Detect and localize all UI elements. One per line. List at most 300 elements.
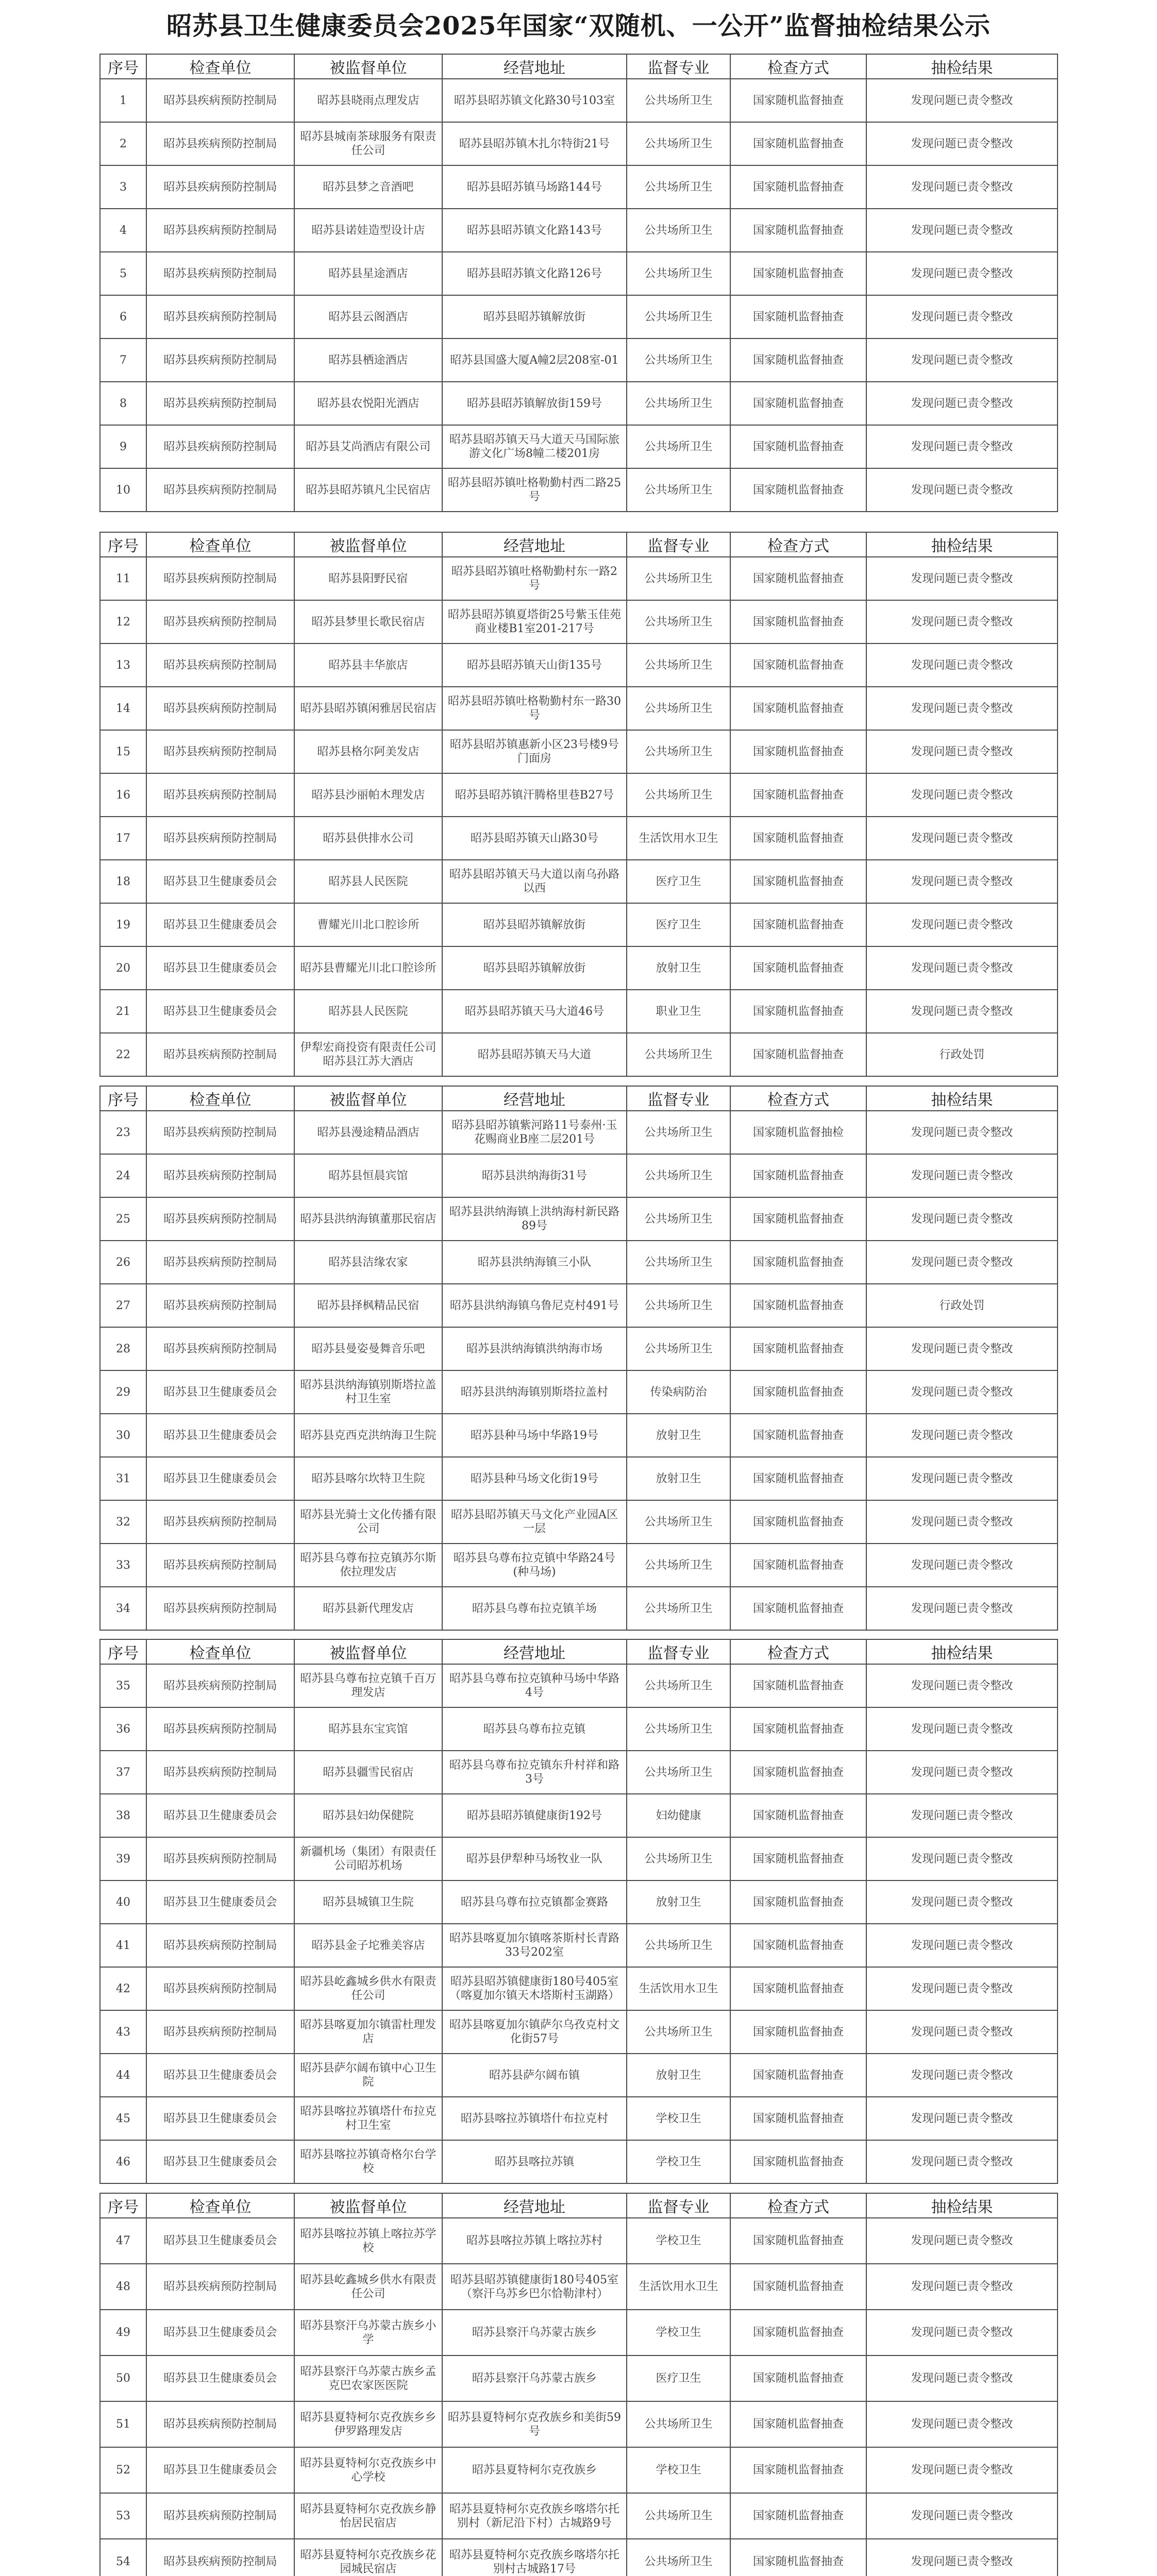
- column-header-inspecting-unit: 检查单位: [146, 1639, 294, 1664]
- cell-supervised-unit: 昭苏县金子坨雅美容店: [294, 1924, 442, 1967]
- table-row: [100, 990, 1058, 1033]
- cell-supervised-unit: 昭苏县星途酒店: [294, 252, 442, 295]
- column-header-supervision-specialty: 监督专业: [627, 54, 730, 79]
- cell-result: 发现问题已责令整改: [866, 1837, 1058, 1880]
- cell-supervised-unit: 昭苏县洪纳海镇董那民宿店: [294, 1197, 442, 1241]
- cell-result: 发现问题已责令整改: [866, 2264, 1058, 2310]
- cell-inspection-method: 国家随机监督抽查: [730, 773, 866, 817]
- cell-inspection-method: 国家随机监督抽查: [730, 1500, 866, 1544]
- cell-inspection-method: 国家随机监督抽查: [730, 252, 866, 295]
- column-header-inspection-method: 检查方式: [730, 2193, 866, 2218]
- column-header-seq: 序号: [100, 2193, 146, 2218]
- table-row: [100, 1154, 1058, 1197]
- cell-supervision-specialty: 学校卫生: [627, 2097, 730, 2140]
- cell-inspecting-unit: 昭苏县疾病预防控制局: [146, 1664, 294, 1707]
- cell-seq: 34: [100, 1587, 146, 1630]
- cell-business-address: 昭苏县洪纳海街31号: [442, 1154, 627, 1197]
- cell-business-address: 昭苏县昭苏镇文化路30号103室: [442, 79, 627, 122]
- cell-inspection-method: 国家随机监督抽查: [730, 687, 866, 730]
- cell-result: 发现问题已责令整改: [866, 1241, 1058, 1284]
- cell-supervised-unit: 昭苏县屹鑫城乡供水有限责任公司: [294, 1967, 442, 2010]
- column-header-inspecting-unit: 检查单位: [146, 54, 294, 79]
- column-header-business-address: 经营地址: [442, 54, 627, 79]
- cell-business-address: 昭苏县昭苏镇文化路143号: [442, 209, 627, 252]
- cell-supervised-unit: 昭苏县曼姿曼舞音乐吧: [294, 1327, 442, 1370]
- table-row: [100, 425, 1058, 468]
- cell-inspecting-unit: 昭苏县疾病预防控制局: [146, 79, 294, 122]
- cell-supervised-unit: 昭苏县洪纳海镇别斯塔拉盖村卫生室: [294, 1370, 442, 1414]
- cell-supervised-unit: 昭苏县择枫精品民宿: [294, 1284, 442, 1327]
- cell-seq: 18: [100, 860, 146, 903]
- cell-seq: 5: [100, 252, 146, 295]
- cell-inspecting-unit: 昭苏县卫生健康委员会: [146, 1880, 294, 1924]
- table-row: [100, 1751, 1058, 1794]
- cell-result: 发现问题已责令整改: [866, 600, 1058, 643]
- column-header-inspection-method: 检查方式: [730, 532, 866, 557]
- cell-inspection-method: 国家随机监督抽查: [730, 2493, 866, 2539]
- cell-seq: 27: [100, 1284, 146, 1327]
- cell-inspection-method: 国家随机监督抽查: [730, 600, 866, 643]
- cell-inspecting-unit: 昭苏县疾病预防控制局: [146, 295, 294, 338]
- cell-result: 发现问题已责令整改: [866, 338, 1058, 382]
- cell-supervision-specialty: 公共场所卫生: [627, 1284, 730, 1327]
- cell-seq: 6: [100, 295, 146, 338]
- cell-seq: 2: [100, 122, 146, 165]
- cell-inspection-method: 国家随机监督抽查: [730, 1197, 866, 1241]
- results-table: [99, 1086, 1058, 1631]
- cell-supervision-specialty: 放射卫生: [627, 1414, 730, 1457]
- cell-result: 发现问题已责令整改: [866, 165, 1058, 209]
- cell-supervision-specialty: 公共场所卫生: [627, 382, 730, 425]
- table-row: [100, 2493, 1058, 2539]
- cell-business-address: 昭苏县萨尔阔布镇: [442, 2054, 627, 2097]
- cell-supervision-specialty: 公共场所卫生: [627, 209, 730, 252]
- cell-seq: 32: [100, 1500, 146, 1544]
- cell-supervised-unit: 昭苏县察汗乌苏蒙古族乡小学: [294, 2310, 442, 2355]
- table-row: [100, 687, 1058, 730]
- column-header-result: 抽检结果: [866, 2193, 1058, 2218]
- cell-result: 发现问题已责令整改: [866, 860, 1058, 903]
- cell-inspecting-unit: 昭苏县疾病预防控制局: [146, 338, 294, 382]
- table-row: [100, 946, 1058, 990]
- cell-supervision-specialty: 学校卫生: [627, 2140, 730, 2183]
- cell-supervision-specialty: 传染病防治: [627, 1370, 730, 1414]
- cell-business-address: 昭苏县乌尊布拉克镇种马场中华路4号: [442, 1664, 627, 1707]
- cell-seq: 43: [100, 2010, 146, 2054]
- cell-supervision-specialty: 公共场所卫生: [627, 1707, 730, 1751]
- cell-inspecting-unit: 昭苏县疾病预防控制局: [146, 1241, 294, 1284]
- header-row: [100, 2193, 1058, 2218]
- cell-supervised-unit: 昭苏县农悦阳光酒店: [294, 382, 442, 425]
- table-row: [100, 1197, 1058, 1241]
- cell-supervised-unit: 昭苏县疆雪民宿店: [294, 1751, 442, 1794]
- cell-business-address: 昭苏县国盛大厦A幢2层208室-01: [442, 338, 627, 382]
- cell-result: 发现问题已责令整改: [866, 773, 1058, 817]
- cell-seq: 14: [100, 687, 146, 730]
- cell-business-address: 昭苏县昭苏镇解放街: [442, 903, 627, 946]
- column-header-inspecting-unit: 检查单位: [146, 1086, 294, 1111]
- cell-seq: 20: [100, 946, 146, 990]
- cell-seq: 35: [100, 1664, 146, 1707]
- cell-inspecting-unit: 昭苏县疾病预防控制局: [146, 1197, 294, 1241]
- cell-inspecting-unit: 昭苏县疾病预防控制局: [146, 687, 294, 730]
- cell-inspection-method: 国家随机监督抽查: [730, 1880, 866, 1924]
- column-header-inspecting-unit: 检查单位: [146, 532, 294, 557]
- cell-inspecting-unit: 昭苏县疾病预防控制局: [146, 1111, 294, 1154]
- cell-seq: 10: [100, 468, 146, 512]
- cell-seq: 33: [100, 1544, 146, 1587]
- cell-result: 发现问题已责令整改: [866, 1414, 1058, 1457]
- cell-inspecting-unit: 昭苏县疾病预防控制局: [146, 425, 294, 468]
- cell-seq: 40: [100, 1880, 146, 1924]
- cell-inspection-method: 国家随机监督抽查: [730, 1751, 866, 1794]
- table-row: [100, 860, 1058, 903]
- cell-business-address: 昭苏县喀拉苏镇: [442, 2140, 627, 2183]
- cell-supervised-unit: 昭苏县城南茶球服务有限责任公司: [294, 122, 442, 165]
- table-row: [100, 2539, 1058, 2576]
- header-row: [100, 1086, 1058, 1111]
- cell-seq: 9: [100, 425, 146, 468]
- cell-result: 发现问题已责令整改: [866, 1197, 1058, 1241]
- cell-result: 发现问题已责令整改: [866, 2010, 1058, 2054]
- cell-supervised-unit: 昭苏县阳野民宿: [294, 557, 442, 600]
- table-row: [100, 2447, 1058, 2493]
- cell-supervision-specialty: 妇幼健康: [627, 1794, 730, 1837]
- cell-business-address: 昭苏县察汗乌苏蒙古族乡: [442, 2355, 627, 2401]
- table-row: [100, 1544, 1058, 1587]
- cell-inspection-method: 国家随机监督抽查: [730, 1033, 866, 1076]
- cell-business-address: 昭苏县洪纳海镇乌鲁尼克村491号: [442, 1284, 627, 1327]
- cell-seq: 46: [100, 2140, 146, 2183]
- cell-supervised-unit: 昭苏县夏特柯尔克孜族乡中心学校: [294, 2447, 442, 2493]
- cell-result: 发现问题已责令整改: [866, 2310, 1058, 2355]
- cell-seq: 11: [100, 557, 146, 600]
- cell-business-address: 昭苏县昭苏镇解放街159号: [442, 382, 627, 425]
- cell-supervision-specialty: 生活饮用水卫生: [627, 2264, 730, 2310]
- cell-business-address: 昭苏县昭苏镇吐格勒勤村东一路2号: [442, 557, 627, 600]
- header-row: [100, 54, 1058, 79]
- cell-inspection-method: 国家随机监督抽查: [730, 2218, 866, 2264]
- cell-result: 发现问题已责令整改: [866, 122, 1058, 165]
- table-row: [100, 1707, 1058, 1751]
- cell-supervision-specialty: 医疗卫生: [627, 860, 730, 903]
- cell-result: 发现问题已责令整改: [866, 903, 1058, 946]
- cell-supervision-specialty: 生活饮用水卫生: [627, 1967, 730, 2010]
- column-header-business-address: 经营地址: [442, 2193, 627, 2218]
- cell-result: 发现问题已责令整改: [866, 1111, 1058, 1154]
- cell-supervision-specialty: 放射卫生: [627, 946, 730, 990]
- cell-supervision-specialty: 公共场所卫生: [627, 1197, 730, 1241]
- cell-supervision-specialty: 医疗卫生: [627, 903, 730, 946]
- cell-seq: 21: [100, 990, 146, 1033]
- cell-inspecting-unit: 昭苏县疾病预防控制局: [146, 2539, 294, 2576]
- cell-seq: 41: [100, 1924, 146, 1967]
- cell-business-address: 昭苏县乌尊布拉克镇羊场: [442, 1587, 627, 1630]
- table-row: [100, 2401, 1058, 2447]
- cell-supervision-specialty: 公共场所卫生: [627, 252, 730, 295]
- cell-supervision-specialty: 公共场所卫生: [627, 1837, 730, 1880]
- column-header-seq: 序号: [100, 532, 146, 557]
- cell-supervised-unit: 昭苏县漫途精品酒店: [294, 1111, 442, 1154]
- cell-seq: 49: [100, 2310, 146, 2355]
- cell-result: 发现问题已责令整改: [866, 1544, 1058, 1587]
- cell-inspecting-unit: 昭苏县疾病预防控制局: [146, 2264, 294, 2310]
- cell-seq: 50: [100, 2355, 146, 2401]
- cell-inspecting-unit: 昭苏县疾病预防控制局: [146, 1284, 294, 1327]
- cell-inspection-method: 国家随机监督抽查: [730, 2264, 866, 2310]
- cell-business-address: 昭苏县昭苏镇天马大道46号: [442, 990, 627, 1033]
- cell-supervision-specialty: 放射卫生: [627, 2054, 730, 2097]
- cell-business-address: 昭苏县喀拉苏镇塔什布拉克村: [442, 2097, 627, 2140]
- cell-inspection-method: 国家随机监督抽查: [730, 1794, 866, 1837]
- cell-result: 行政处罚: [866, 1033, 1058, 1076]
- cell-supervised-unit: 昭苏县克西克洪纳海卫生院: [294, 1414, 442, 1457]
- cell-business-address: 昭苏县昭苏镇解放街: [442, 946, 627, 990]
- cell-business-address: 昭苏县夏特柯尔克孜族乡: [442, 2447, 627, 2493]
- cell-supervised-unit: 昭苏县洁缘农家: [294, 1241, 442, 1284]
- cell-result: 发现问题已责令整改: [866, 2097, 1058, 2140]
- results-table: [99, 54, 1058, 512]
- cell-supervised-unit: 昭苏县沙丽帕木理发店: [294, 773, 442, 817]
- column-header-result: 抽检结果: [866, 532, 1058, 557]
- cell-supervised-unit: 昭苏县人民医院: [294, 990, 442, 1033]
- cell-supervised-unit: 昭苏县夏特柯尔克孜族乡静怡居民宿店: [294, 2493, 442, 2539]
- cell-inspection-method: 国家随机监督抽查: [730, 2401, 866, 2447]
- cell-inspection-method: 国家随机监督抽查: [730, 2097, 866, 2140]
- cell-inspecting-unit: 昭苏县疾病预防控制局: [146, 1967, 294, 2010]
- cell-business-address: 昭苏县察汗乌苏蒙古族乡: [442, 2310, 627, 2355]
- cell-result: 发现问题已责令整改: [866, 557, 1058, 600]
- cell-inspecting-unit: 昭苏县疾病预防控制局: [146, 1544, 294, 1587]
- cell-seq: 24: [100, 1154, 146, 1197]
- cell-seq: 17: [100, 817, 146, 860]
- cell-inspection-method: 国家随机监督抽查: [730, 122, 866, 165]
- cell-business-address: 昭苏县洪纳海镇洪纳海市场: [442, 1327, 627, 1370]
- cell-supervised-unit: 昭苏县萨尔阔布镇中心卫生院: [294, 2054, 442, 2097]
- cell-seq: 8: [100, 382, 146, 425]
- cell-inspection-method: 国家随机监督抽查: [730, 1967, 866, 2010]
- table-row: [100, 643, 1058, 687]
- cell-supervised-unit: 昭苏县栖途酒店: [294, 338, 442, 382]
- column-header-supervision-specialty: 监督专业: [627, 1639, 730, 1664]
- cell-inspecting-unit: 昭苏县卫生健康委员会: [146, 2218, 294, 2264]
- cell-supervision-specialty: 公共场所卫生: [627, 79, 730, 122]
- cell-seq: 47: [100, 2218, 146, 2264]
- table-row: [100, 1241, 1058, 1284]
- table-row: [100, 600, 1058, 643]
- cell-result: 发现问题已责令整改: [866, 2539, 1058, 2576]
- cell-seq: 23: [100, 1111, 146, 1154]
- cell-result: 发现问题已责令整改: [866, 1370, 1058, 1414]
- page-title: 昭苏县卫生健康委员会2025年国家“双随机、一公开”监督抽检结果公示: [166, 11, 991, 41]
- cell-supervised-unit: 昭苏县曹耀光川北口腔诊所: [294, 946, 442, 990]
- cell-result: 发现问题已责令整改: [866, 209, 1058, 252]
- column-header-supervised-unit: 被监督单位: [294, 54, 442, 79]
- column-header-inspection-method: 检查方式: [730, 1639, 866, 1664]
- table-row: [100, 1033, 1058, 1076]
- column-header-seq: 序号: [100, 1639, 146, 1664]
- table-row: [100, 2010, 1058, 2054]
- cell-seq: 38: [100, 1794, 146, 1837]
- cell-inspecting-unit: 昭苏县卫生健康委员会: [146, 1414, 294, 1457]
- cell-inspecting-unit: 昭苏县疾病预防控制局: [146, 1500, 294, 1544]
- cell-supervision-specialty: 公共场所卫生: [627, 1111, 730, 1154]
- cell-inspection-method: 国家随机监督抽查: [730, 425, 866, 468]
- cell-inspecting-unit: 昭苏县卫生健康委员会: [146, 2054, 294, 2097]
- cell-inspection-method: 国家随机监督抽检: [730, 1111, 866, 1154]
- cell-business-address: 昭苏县喀夏加尔镇萨尔乌孜克村文化街57号: [442, 2010, 627, 2054]
- table-row: [100, 1111, 1058, 1154]
- cell-inspection-method: 国家随机监督抽查: [730, 990, 866, 1033]
- cell-supervised-unit: 昭苏县夏特柯尔克孜族乡乡伊罗路理发店: [294, 2401, 442, 2447]
- cell-seq: 42: [100, 1967, 146, 2010]
- cell-result: 发现问题已责令整改: [866, 382, 1058, 425]
- column-header-supervision-specialty: 监督专业: [627, 532, 730, 557]
- cell-supervision-specialty: 公共场所卫生: [627, 1664, 730, 1707]
- results-table: [99, 1639, 1058, 2184]
- cell-result: 发现问题已责令整改: [866, 252, 1058, 295]
- cell-inspecting-unit: 昭苏县卫生健康委员会: [146, 946, 294, 990]
- cell-inspection-method: 国家随机监督抽查: [730, 860, 866, 903]
- cell-result: 发现问题已责令整改: [866, 946, 1058, 990]
- cell-supervision-specialty: 公共场所卫生: [627, 165, 730, 209]
- cell-business-address: 昭苏县伊犁种马场牧业一队: [442, 1837, 627, 1880]
- column-header-business-address: 经营地址: [442, 1639, 627, 1664]
- cell-inspecting-unit: 昭苏县疾病预防控制局: [146, 122, 294, 165]
- cell-inspection-method: 国家随机监督抽查: [730, 1587, 866, 1630]
- results-table: [99, 532, 1058, 1077]
- cell-business-address: 昭苏县昭苏镇解放街: [442, 295, 627, 338]
- cell-inspection-method: 国家随机监督抽查: [730, 165, 866, 209]
- cell-business-address: 昭苏县乌尊布拉克镇都金赛路: [442, 1880, 627, 1924]
- cell-supervision-specialty: 公共场所卫生: [627, 557, 730, 600]
- table-row: [100, 1327, 1058, 1370]
- cell-seq: 25: [100, 1197, 146, 1241]
- cell-result: 行政处罚: [866, 1284, 1058, 1327]
- cell-inspecting-unit: 昭苏县卫生健康委员会: [146, 2097, 294, 2140]
- cell-inspecting-unit: 昭苏县疾病预防控制局: [146, 1837, 294, 1880]
- cell-seq: 29: [100, 1370, 146, 1414]
- cell-business-address: 昭苏县洪纳海镇上洪纳海村新民路89号: [442, 1197, 627, 1241]
- cell-supervision-specialty: 公共场所卫生: [627, 468, 730, 512]
- cell-business-address: 昭苏县昭苏镇木扎尔特街21号: [442, 122, 627, 165]
- cell-inspection-method: 国家随机监督抽查: [730, 2140, 866, 2183]
- cell-seq: 53: [100, 2493, 146, 2539]
- cell-business-address: 昭苏县昭苏镇紫河路11号泰州·玉花赐商业B座二层201号: [442, 1111, 627, 1154]
- cell-business-address: 昭苏县昭苏镇天马大道以南乌孙路以西: [442, 860, 627, 903]
- table-row: [100, 2355, 1058, 2401]
- cell-supervised-unit: 昭苏县喀拉苏镇奇格尔台学校: [294, 2140, 442, 2183]
- cell-business-address: 昭苏县乌尊布拉克镇: [442, 1707, 627, 1751]
- cell-inspecting-unit: 昭苏县疾病预防控制局: [146, 2010, 294, 2054]
- table-row: [100, 209, 1058, 252]
- cell-business-address: 昭苏县昭苏镇健康街180号405室（喀夏加尔镇天木塔斯村玉湖路）: [442, 1967, 627, 2010]
- cell-result: 发现问题已责令整改: [866, 2140, 1058, 2183]
- cell-result: 发现问题已责令整改: [866, 817, 1058, 860]
- cell-supervised-unit: 昭苏县格尔阿美发店: [294, 730, 442, 773]
- cell-business-address: 昭苏县昭苏镇健康街180号405室（察汗乌苏乡巴尔恰勒津村）: [442, 2264, 627, 2310]
- cell-supervision-specialty: 公共场所卫生: [627, 2401, 730, 2447]
- cell-inspection-method: 国家随机监督抽查: [730, 2539, 866, 2576]
- cell-supervision-specialty: 职业卫生: [627, 990, 730, 1033]
- cell-inspection-method: 国家随机监督抽查: [730, 1241, 866, 1284]
- table-row: [100, 1664, 1058, 1707]
- cell-result: 发现问题已责令整改: [866, 2447, 1058, 2493]
- table-row: [100, 1587, 1058, 1630]
- cell-supervised-unit: 昭苏县丰华旅店: [294, 643, 442, 687]
- cell-supervised-unit: 昭苏县诺娃造型设计店: [294, 209, 442, 252]
- cell-result: 发现问题已责令整改: [866, 990, 1058, 1033]
- cell-supervised-unit: 昭苏县昭苏镇凡尘民宿店: [294, 468, 442, 512]
- cell-supervised-unit: 昭苏县城镇卫生院: [294, 1880, 442, 1924]
- cell-inspecting-unit: 昭苏县卫生健康委员会: [146, 2447, 294, 2493]
- cell-inspecting-unit: 昭苏县疾病预防控制局: [146, 1924, 294, 1967]
- cell-seq: 45: [100, 2097, 146, 2140]
- cell-supervised-unit: 昭苏县艾尚酒店有限公司: [294, 425, 442, 468]
- cell-seq: 15: [100, 730, 146, 773]
- cell-supervised-unit: 昭苏县喀夏加尔镇雷杜理发店: [294, 2010, 442, 2054]
- header-row: [100, 532, 1058, 557]
- cell-inspecting-unit: 昭苏县疾病预防控制局: [146, 1751, 294, 1794]
- cell-seq: 22: [100, 1033, 146, 1076]
- cell-inspection-method: 国家随机监督抽查: [730, 1414, 866, 1457]
- column-header-supervised-unit: 被监督单位: [294, 1086, 442, 1111]
- cell-inspecting-unit: 昭苏县疾病预防控制局: [146, 730, 294, 773]
- cell-inspection-method: 国家随机监督抽查: [730, 2310, 866, 2355]
- column-header-inspection-method: 检查方式: [730, 1086, 866, 1111]
- table-row: [100, 382, 1058, 425]
- cell-result: 发现问题已责令整改: [866, 1457, 1058, 1500]
- table-row: [100, 730, 1058, 773]
- table-row: [100, 773, 1058, 817]
- cell-business-address: 昭苏县昭苏镇马场路144号: [442, 165, 627, 209]
- cell-seq: 48: [100, 2264, 146, 2310]
- cell-inspection-method: 国家随机监督抽查: [730, 209, 866, 252]
- cell-inspecting-unit: 昭苏县疾病预防控制局: [146, 2401, 294, 2447]
- cell-business-address: 昭苏县昭苏镇吐格勒勤村东一路30号: [442, 687, 627, 730]
- cell-inspecting-unit: 昭苏县疾病预防控制局: [146, 773, 294, 817]
- cell-supervised-unit: 昭苏县东宝宾馆: [294, 1707, 442, 1751]
- column-header-supervised-unit: 被监督单位: [294, 2193, 442, 2218]
- cell-inspecting-unit: 昭苏县疾病预防控制局: [146, 2493, 294, 2539]
- cell-result: 发现问题已责令整改: [866, 2493, 1058, 2539]
- column-header-supervision-specialty: 监督专业: [627, 2193, 730, 2218]
- cell-seq: 39: [100, 1837, 146, 1880]
- cell-supervision-specialty: 公共场所卫生: [627, 1327, 730, 1370]
- cell-inspection-method: 国家随机监督抽查: [730, 2355, 866, 2401]
- column-header-result: 抽检结果: [866, 1086, 1058, 1111]
- cell-business-address: 昭苏县喀夏加尔镇喀茶斯村长青路33号202室: [442, 1924, 627, 1967]
- cell-seq: 51: [100, 2401, 146, 2447]
- cell-inspection-method: 国家随机监督抽查: [730, 730, 866, 773]
- column-header-business-address: 经营地址: [442, 1086, 627, 1111]
- cell-result: 发现问题已责令整改: [866, 1500, 1058, 1544]
- cell-business-address: 昭苏县昭苏镇天马大道天马国际旅游文化广场8幢二楼201房: [442, 425, 627, 468]
- cell-inspection-method: 国家随机监督抽查: [730, 903, 866, 946]
- table-row: [100, 1967, 1058, 2010]
- cell-inspecting-unit: 昭苏县疾病预防控制局: [146, 165, 294, 209]
- cell-supervised-unit: 昭苏县梦里长歌民宿店: [294, 600, 442, 643]
- cell-seq: 30: [100, 1414, 146, 1457]
- cell-inspecting-unit: 昭苏县疾病预防控制局: [146, 468, 294, 512]
- cell-supervision-specialty: 放射卫生: [627, 1457, 730, 1500]
- cell-supervised-unit: 曹耀光川北口腔诊所: [294, 903, 442, 946]
- cell-supervision-specialty: 生活饮用水卫生: [627, 817, 730, 860]
- cell-result: 发现问题已责令整改: [866, 2355, 1058, 2401]
- cell-inspecting-unit: 昭苏县疾病预防控制局: [146, 1707, 294, 1751]
- cell-inspection-method: 国家随机监督抽查: [730, 1284, 866, 1327]
- cell-supervision-specialty: 学校卫生: [627, 2310, 730, 2355]
